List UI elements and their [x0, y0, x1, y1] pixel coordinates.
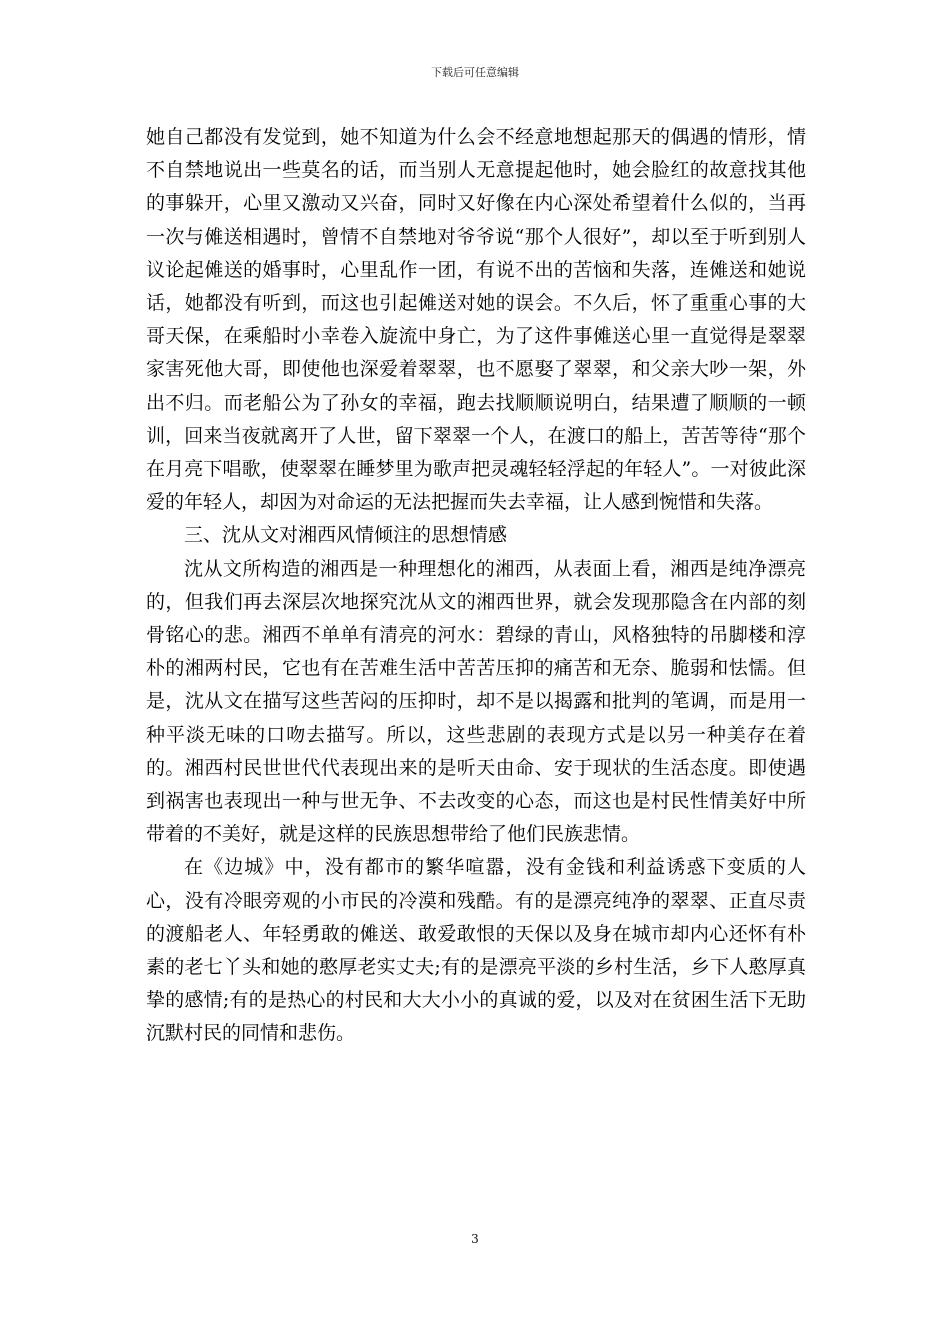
section-heading: 三、沈从文对湘西风情倾注的思想情感 — [184, 524, 508, 547]
page-header: 下载后可任意编辑 — [431, 66, 519, 79]
page-number: 3 — [471, 1232, 479, 1246]
document-body — [146, 121, 806, 1051]
paragraph-3: 在《边城》中，没有都市的繁华喧嚣，没有金钱和利益诱惑下变质的人心，没有冷眼旁观的小市民的冷漠和残酷。有的是漂亮纯净的翠翠、正直尽责的渡船老人、年轻勇敢的傩送、敢爱敢恨的天保以及身在城市却内心还怀有朴素的老七丫头和她的憨厚老实丈夫;有的是漂亮平淡的乡村生活，乡下人憨厚真挚的感情;有的是热心的村民和大大小小的真诚的爱，以及对在贫困生活下无助沉默村民的同情和悲伤。 — [146, 856, 806, 1045]
paragraph-2: 沈从文所构造的湘西是一种理想化的湘西，从表面上看，湘西是纯净漂亮的，但我们再去深层次地探究沈从文的湘西世界，就会发现那隐含在内部的刻骨铭心的悲。湘西不单单有清亮的河水：碧绿的青山，风格独特的吊脚楼和淳朴的湘两村民，它也有在苦难生活中苦苦压抑的痛苦和无奈、脆弱和怯懦。但是，沈从文在描写这些苦闷的压抑时，却不是以揭露和批判的笔调，而是用一种平淡无味的口吻去描写。所以，这些悲剧的表现方式是以另一种美存在着的。湘西村民世世代代表现出来的是听天由命、安于现状的生活态度。即使遇到祸害也表现出一种与世无争、不去改变的心态，而这也是村民性情美好中所带着的不美好，就是这样的民族思想带给了他们民族悲情。 — [146, 557, 806, 846]
paragraph-1: 她自己都没有发觉到，她不知道为什么会不经意地想起那天的偶遇的情形，情不自禁地说出一些莫名的话，而当别人无意提起他时，她会脸红的故意找其他的事躲开，心里又激动又兴奋，同时又好像在内心深处希望着什么似的，当再一次与傩送相遇时，曾情不自禁地对爷爷说“那个人很好”，却以至于听到别人议论起傩送的婚事时，心里乱作一团，有说不出的苦恼和失落，连傩送和她说话，她都没有听到，而这也引起傩送对她的误会。不久后，怀了重重心事的大哥天保，在乘船时小幸卷入旋流中身亡，为了这件事傩送心里一直觉得是翠翠家害死他大哥，即使他也深爱着翠翠，也不愿娶了翠翠，和父亲大吵一架，外出不归。而老船公为了孙女的幸福，跑去找顺顺说明白，结果遭了顺顺的一顿训，回来当夜就离开了人世，留下翠翠一个人，在渡口的船上，苦苦等待“那个在月亮下唱歌，使翠翠在睡梦里为歌声把灵魂轻轻浮起的年轻人”。一对彼此深爱的年轻人，却因为对命运的无法把握而失去幸福，让人感到惋惜和失落。 — [146, 126, 806, 514]
